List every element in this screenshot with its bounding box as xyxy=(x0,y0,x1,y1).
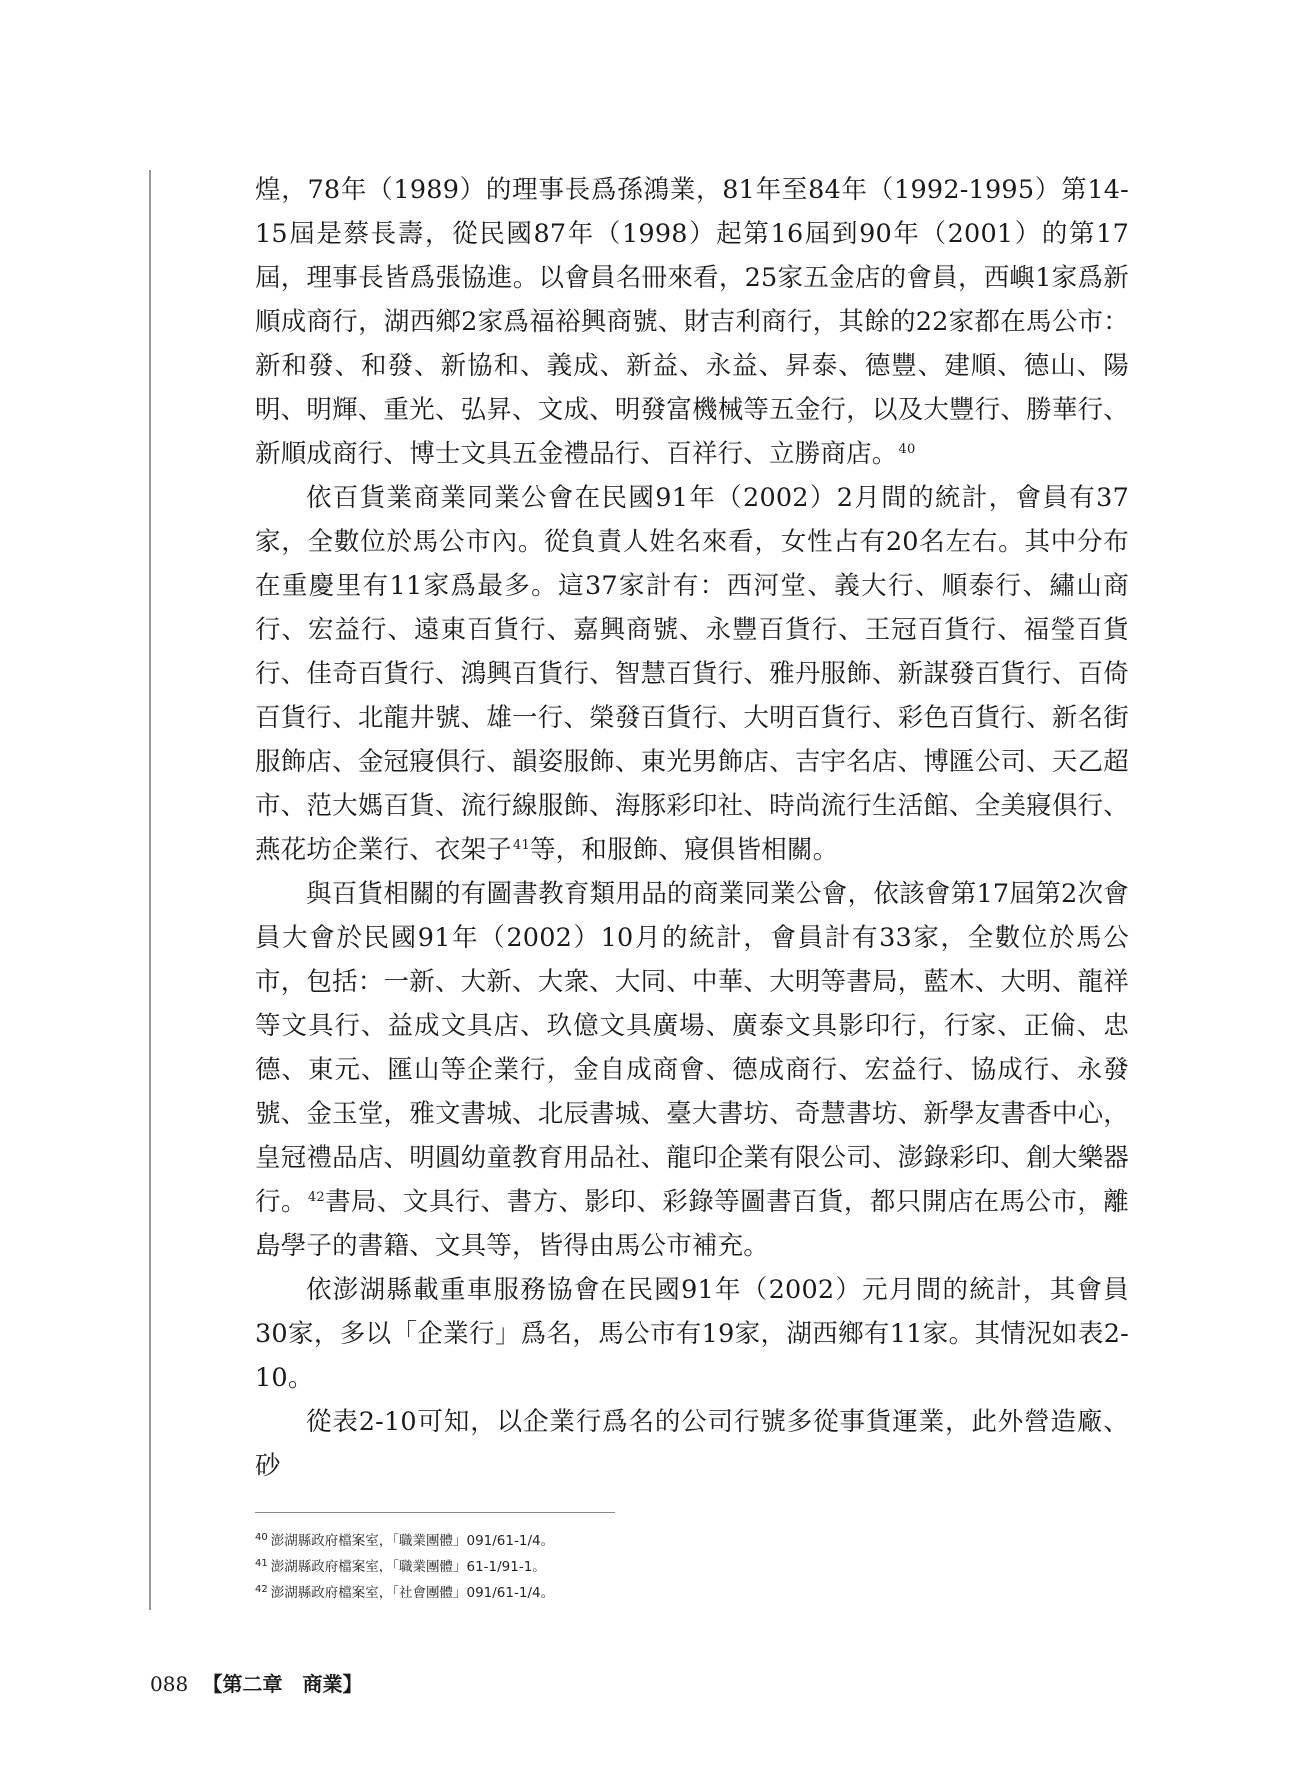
footnote xyxy=(255,1528,1129,1554)
paragraph-text: 煌，78年（1989）的理事長爲孫鴻業，81年至84年（1992-1995）第14-15屆是蔡長壽，從民國87年（1998）起第16屆到90年（2001）的第17屆，理事長皆爲張協進。以會員名冊來看，25家五金店的會員，西嶼1家爲新順成商行，湖西鄉2家爲福裕興商號、財吉利商行，其餘的22家都在馬公市：新和發、和發、新協和、義成、新益、永益、昇泰、德豐、建順、德山、陽明、明輝、重光、弘昇、文成、明發富機械等五金行，以及大豐行、勝華行、新順成商行、博士文具五金禮品行、百祥行、立勝商店。 xyxy=(255,175,1129,469)
paragraph xyxy=(255,476,1129,872)
paragraph-text: 依澎湖縣載重車服務協會在民國91年（2002）元月間的統計，其會員30家，多以「企業行」爲名，馬公市有19家，湖西鄉有11家。其情況如表2-10。 xyxy=(255,1275,1129,1393)
page-footer xyxy=(150,1670,363,1698)
paragraph-text: 依百貨業商業同業公會在民國91年（2002）2月間的統計，會員有37家，全數位於馬公市內。從負責人姓名來看，女性占有20名左右。其中分布在重慶里有11家爲最多。這37家計有：西河堂、義大行、順泰行、繡山商行、宏益行、遠東百貨行、嘉興商號、永豐百貨行、王冠百貨行、福瑩百貨行、佳奇百貨行、鴻興百貨行、智慧百貨行、雅丹服飾、新謀發百貨行、百倚百貨行、北龍井號、雄一行、榮發百貨行、大明百貨行、彩色百貨行、新名街服飾店、金冠寢俱行、韻姿服飾、東光男飾店、吉宇名店、博匯公司、天乙超市、范大媽百貨、流行線服飾、海豚彩印社、時尚流行生活館、全美寢俱行、燕花坊企業行、衣架子 xyxy=(255,483,1129,865)
paragraph xyxy=(255,872,1129,1268)
paragraph xyxy=(255,1268,1129,1400)
footnote-separator xyxy=(255,1512,615,1513)
paragraph-text: 與百貨相關的有圖書教育類用品的商業同業公會，依該會第17屆第2次會員大會於民國91年（2002）10月的統計，會員計有33家，全數位於馬公市，包括：一新、大新、大衆、大同、中華、大明等書局，藍木、大明、龍祥等文具行、益成文具店、玖億文具廣場、廣泰文具影印行，行家、正倫、忠德、東元、匯山等企業行，金自成商會、德成商行、宏益行、協成行、永發號、金玉堂，雅文書城、北辰書城、臺大書坊、奇慧書坊、新學友書香中心，皇冠禮品店、明圓幼童教育用品社、龍印企業有限公司、澎錄彩印、創大樂器行。 xyxy=(255,879,1129,1217)
paragraph xyxy=(255,168,1129,476)
footnote-reference[interactable]: 41 xyxy=(513,838,530,853)
paragraph-text: 書局、文具行、書方、影印、彩錄等圖書百貨，都只開店在馬公市，離島學子的書籍、文具等，皆得由馬公市補充。 xyxy=(255,1187,1130,1261)
footnote-reference[interactable]: 42 xyxy=(307,1190,325,1205)
chapter-title: 【第二章 商業】 xyxy=(202,1672,363,1696)
footnote xyxy=(255,1554,1129,1580)
body-text xyxy=(255,168,1129,1488)
footnote-text: 澎湖縣政府檔案室，「職業團體」61-1/91-1。 xyxy=(270,1559,546,1575)
footnote-number: 42 xyxy=(255,1584,268,1595)
paragraph xyxy=(255,1400,1129,1488)
margin-rule xyxy=(149,170,151,1610)
footnote-text: 澎湖縣政府檔案室，「職業團體」091/61-1/4。 xyxy=(270,1533,555,1549)
footnote-number: 40 xyxy=(255,1532,268,1543)
footnote xyxy=(255,1580,1129,1606)
page-number: 088 xyxy=(150,1672,189,1696)
paragraph-text: 等，和服飾、寢俱皆相關。 xyxy=(529,835,839,865)
paragraph-text: 從表2-10可知，以企業行爲名的公司行號多從事貨運業，此外營造廠、砂 xyxy=(255,1407,1129,1481)
footnotes xyxy=(255,1528,1129,1606)
footnote-number: 41 xyxy=(255,1558,268,1569)
footnote-text: 澎湖縣政府檔案室，「社會團體」091/61-1/4。 xyxy=(270,1585,555,1601)
footnote-reference[interactable]: 40 xyxy=(898,442,916,457)
